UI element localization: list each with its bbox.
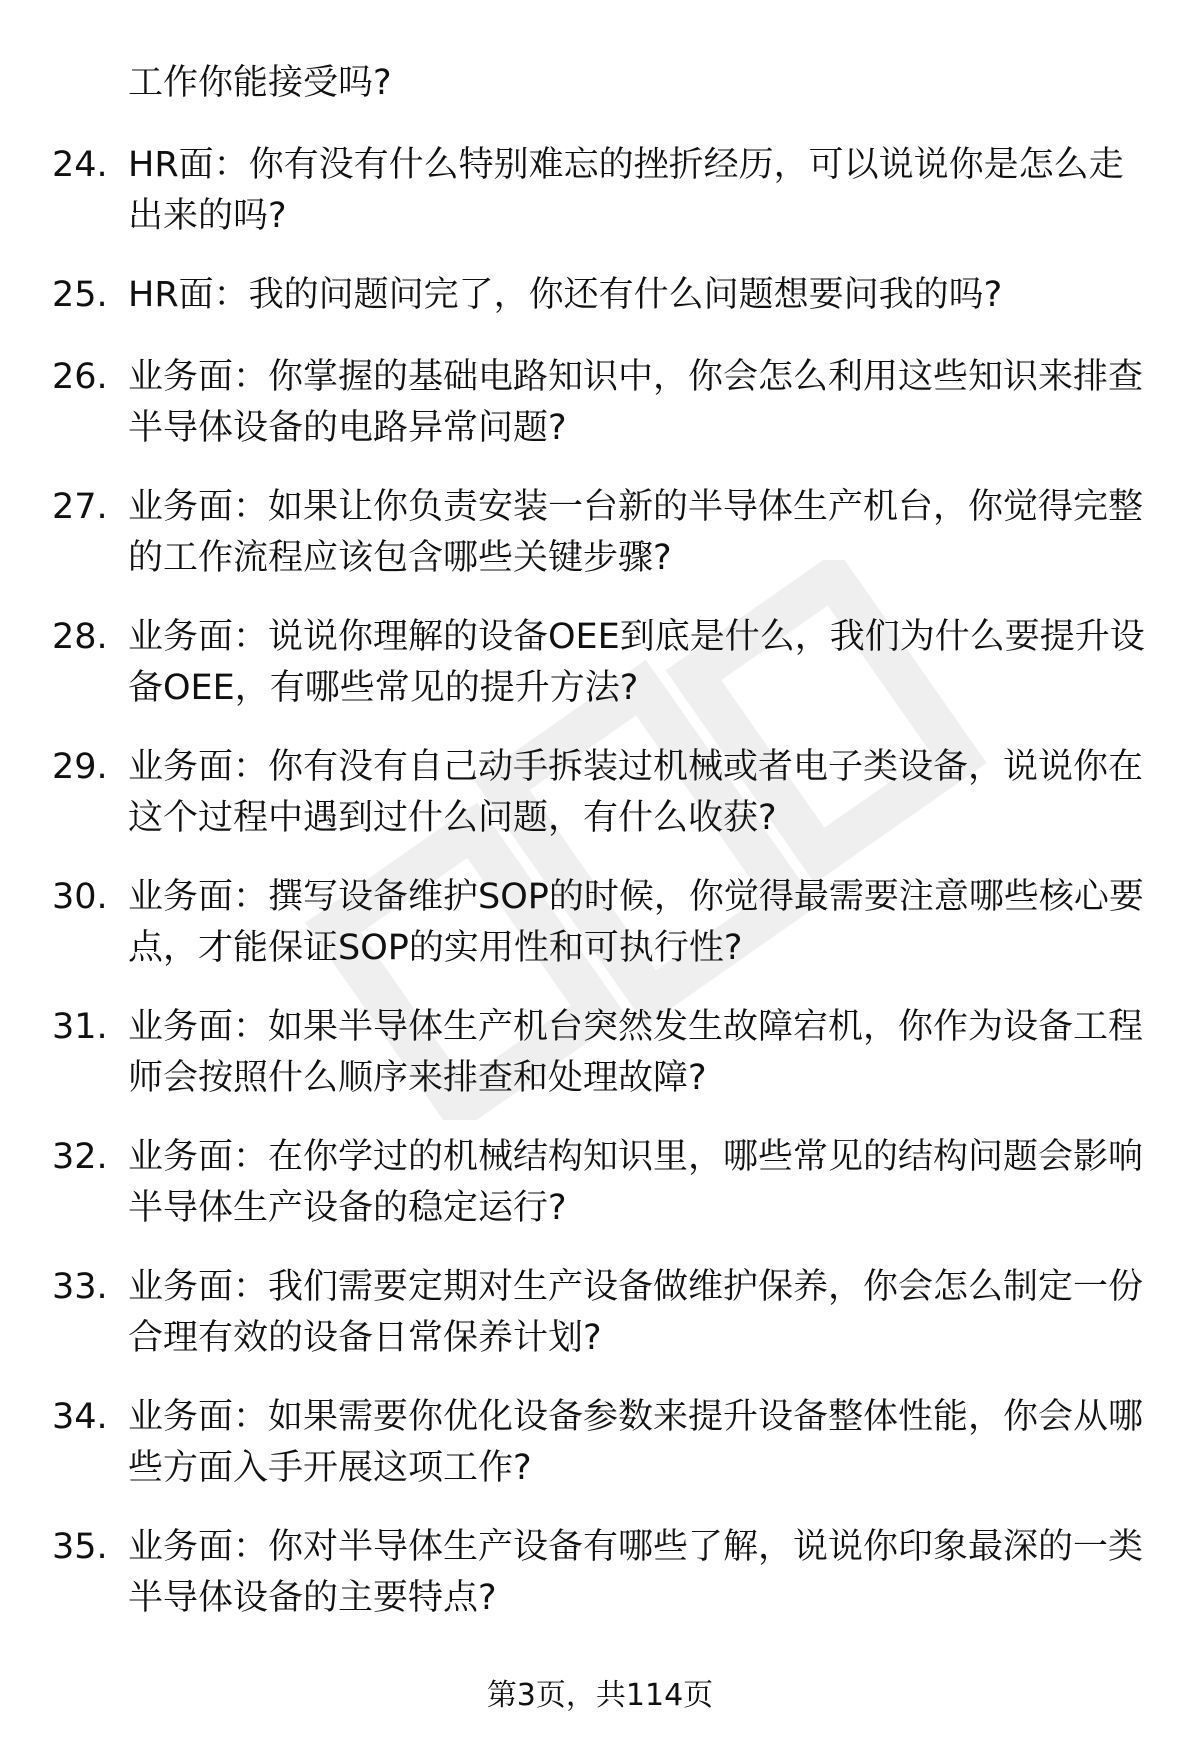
question-text: 业务面：你对半导体生产设备有哪些了解，说说你印象最深的一类半导体设备的主要特点? <box>128 1527 1144 1618</box>
question-number: 25. <box>52 275 108 315</box>
question-text: 业务面：如果让你负责安装一台新的半导体生产机台，你觉得完整的工作流程应该包含哪些关键步骤? <box>128 487 1144 578</box>
list-item <box>0 270 1200 352</box>
question-number: 24. <box>52 145 108 185</box>
question-text: 业务面：在你学过的机械结构知识里，哪些常见的结构问题会影响半导体生产设备的稳定运行? <box>128 1137 1144 1228</box>
list-item <box>0 352 1200 482</box>
list-item <box>0 742 1200 872</box>
continued-question-text: 工作你能接受吗? <box>128 63 392 103</box>
list-item <box>0 1002 1200 1132</box>
list-item <box>0 1392 1200 1522</box>
question-text: 业务面：你有没有自己动手拆装过机械或者电子类设备，说说你在这个过程中遇到过什么问题，有什么收获? <box>128 747 1144 838</box>
question-number: 35. <box>52 1527 108 1567</box>
question-text: HR面：我的问题问完了，你还有什么问题想要问我的吗? <box>128 275 1003 315</box>
question-number: 34. <box>52 1397 108 1437</box>
question-text: 业务面：我们需要定期对生产设备做维护保养，你会怎么制定一份合理有效的设备日常保养计划? <box>128 1267 1144 1358</box>
question-text: 业务面：如果需要你优化设备参数来提升设备整体性能，你会从哪些方面入手开展这项工作? <box>128 1397 1144 1488</box>
question-number: 29. <box>52 747 108 787</box>
question-number: 26. <box>52 357 108 397</box>
question-text: 业务面：你掌握的基础电路知识中，你会怎么利用这些知识来排查半导体设备的电路异常问题? <box>128 357 1144 448</box>
question-number: 33. <box>52 1267 108 1307</box>
question-number: 27. <box>52 487 108 527</box>
question-text: HR面：你有没有什么特别难忘的挫折经历，可以说说你是怎么走出来的吗? <box>128 145 1124 236</box>
question-list <box>0 140 1200 1652</box>
question-text: 业务面：如果半导体生产机台突然发生故障宕机，你作为设备工程师会按照什么顺序来排查和处理故障? <box>128 1007 1144 1098</box>
question-text: 业务面：说说你理解的设备OEE到底是什么，我们为什么要提升设备OEE，有哪些常见的提升方法? <box>128 617 1145 708</box>
page-footer: 第3页，共114页 <box>486 1678 714 1713</box>
list-item <box>0 140 1200 270</box>
list-item <box>0 1522 1200 1652</box>
list-item <box>0 482 1200 612</box>
list-item <box>0 1262 1200 1392</box>
list-item <box>0 612 1200 742</box>
question-number: 31. <box>52 1007 108 1047</box>
question-number: 28. <box>52 617 108 657</box>
question-number: 30. <box>52 877 108 917</box>
question-number: 32. <box>52 1137 108 1177</box>
list-item <box>0 872 1200 1002</box>
question-text: 业务面：撰写设备维护SOP的时候，你觉得最需要注意哪些核心要点，才能保证SOP的实用性和可执行性? <box>128 877 1144 968</box>
list-item <box>0 1132 1200 1262</box>
